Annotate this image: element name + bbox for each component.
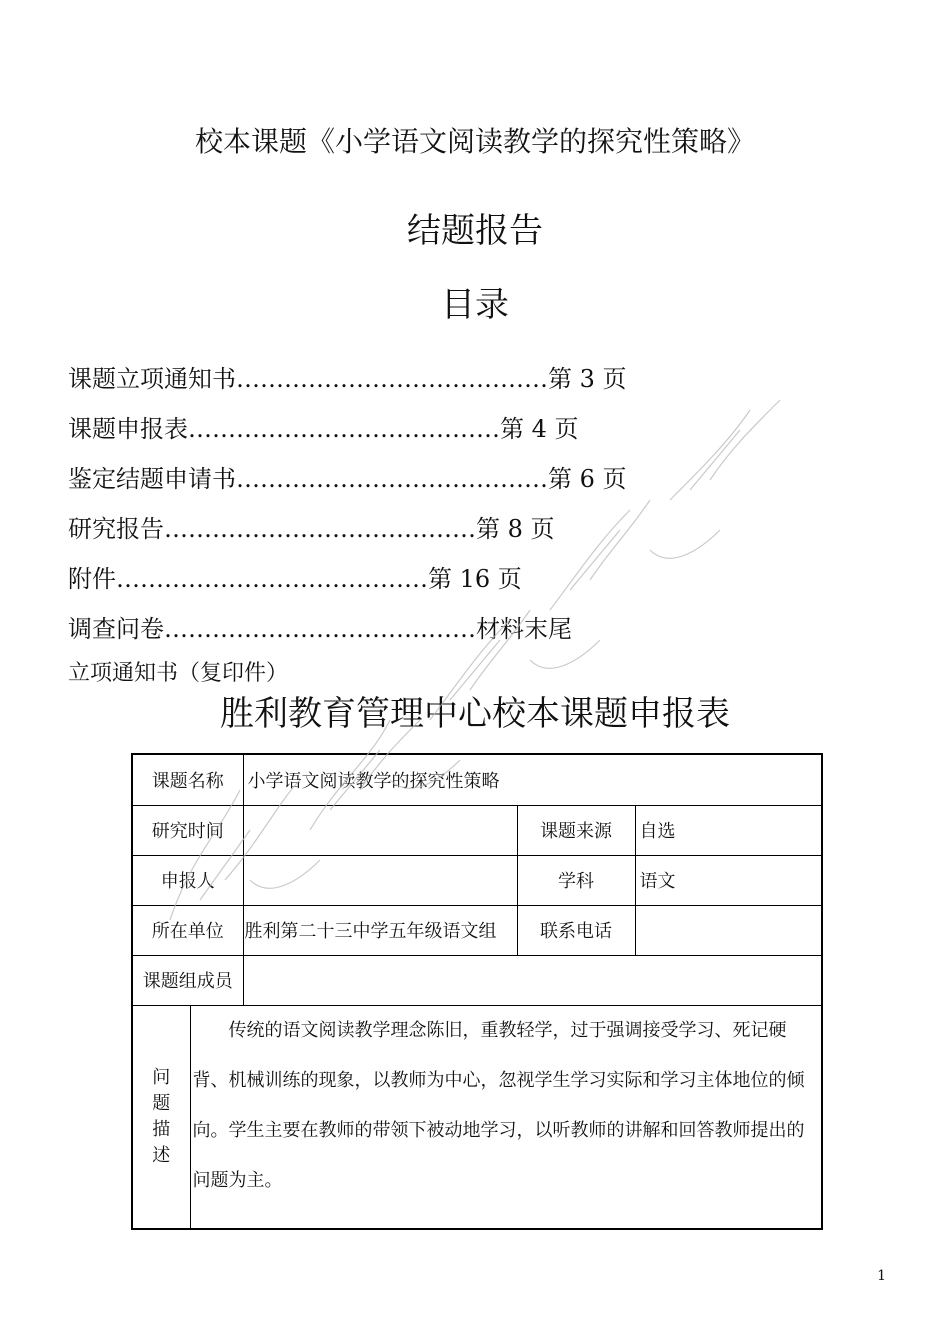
toc-entry[interactable] bbox=[68, 504, 868, 554]
table-row bbox=[132, 855, 822, 905]
form-title: 胜利教育管理中心校本课题申报表 bbox=[220, 694, 730, 734]
source-label: 课题来源 bbox=[517, 805, 635, 855]
subject-label: 学科 bbox=[517, 855, 635, 905]
page-number: 1 bbox=[877, 1268, 886, 1284]
toc-entry-leader: ………………………………… bbox=[236, 465, 548, 493]
toc-entry-leader: ………………………………… bbox=[188, 415, 500, 443]
toc-entry-label: 鉴定结题申请书 bbox=[68, 465, 236, 493]
toc-entry-leader: ………………………………… bbox=[116, 565, 428, 593]
phone-value[interactable] bbox=[635, 905, 822, 955]
toc-entry-page: 第 8 页 bbox=[476, 515, 555, 543]
application-form-table bbox=[131, 753, 823, 1230]
table-row bbox=[132, 905, 822, 955]
applicant-label: 申报人 bbox=[132, 855, 243, 905]
table-row bbox=[132, 754, 822, 805]
members-value[interactable] bbox=[243, 955, 822, 1005]
unit-value[interactable]: 胜利第二十三中学五年级语文组 bbox=[243, 905, 517, 955]
topic-name-label: 课题名称 bbox=[132, 754, 243, 805]
toc-entry-label: 课题立项通知书 bbox=[68, 365, 236, 393]
table-row bbox=[132, 805, 822, 855]
toc-entry[interactable] bbox=[68, 604, 868, 654]
toc-entry-page: 第 6 页 bbox=[548, 465, 627, 493]
toc-entry-leader: ………………………………… bbox=[164, 615, 476, 643]
toc-entry-leader: ………………………………… bbox=[236, 365, 548, 393]
source-value[interactable]: 自选 bbox=[635, 805, 822, 855]
report-title: 结题报告 bbox=[407, 211, 543, 251]
applicant-value[interactable] bbox=[243, 855, 517, 905]
toc-entry[interactable] bbox=[68, 454, 868, 504]
toc-entry[interactable] bbox=[68, 554, 868, 604]
topic-name-value[interactable]: 小学语文阅读教学的探究性策略 bbox=[243, 754, 822, 805]
toc-entry-leader: ………………………………… bbox=[164, 515, 476, 543]
research-time-label: 研究时间 bbox=[132, 805, 243, 855]
problem-label-char: 描 bbox=[152, 1118, 171, 1140]
table-row bbox=[132, 1005, 822, 1229]
toc-entry-label: 附件 bbox=[68, 565, 116, 593]
copy-note: 立项通知书（复印件） bbox=[68, 661, 289, 686]
table-row bbox=[132, 955, 822, 1005]
toc-entry[interactable] bbox=[68, 354, 868, 404]
toc-entry-page: 第 16 页 bbox=[428, 565, 522, 593]
toc-title: 目录 bbox=[441, 285, 509, 325]
toc-entry-label: 研究报告 bbox=[68, 515, 164, 543]
research-time-value[interactable] bbox=[243, 805, 517, 855]
toc-entry-page: 第 3 页 bbox=[548, 365, 627, 393]
problem-description-text[interactable]: 传统的语文阅读教学理念陈旧，重教轻学，过于强调接受学习、死记硬背、机械训练的现象，以教师为中心，忽视学生学习实际和学习主体地位的倾向。学生主要在教师的带领下被动地学习，以听教师的讲解和回答教师提出的问题为主。 bbox=[190, 1005, 822, 1229]
problem-label-char: 述 bbox=[152, 1144, 171, 1166]
problem-label-char: 题 bbox=[152, 1092, 171, 1114]
toc-entry-page: 材料末尾 bbox=[476, 615, 572, 643]
toc-entry-label: 课题申报表 bbox=[68, 415, 188, 443]
members-label: 课题组成员 bbox=[132, 955, 243, 1005]
toc-entry[interactable] bbox=[68, 404, 868, 454]
problem-label-char: 问 bbox=[152, 1066, 171, 1088]
toc-entry-label: 调查问卷 bbox=[68, 615, 164, 643]
problem-description-label bbox=[132, 1005, 190, 1229]
toc-entry-page: 第 4 页 bbox=[500, 415, 579, 443]
table-of-contents bbox=[68, 354, 868, 654]
phone-label: 联系电话 bbox=[517, 905, 635, 955]
topic-title: 校本课题《小学语文阅读教学的探究性策略》 bbox=[194, 125, 755, 158]
unit-label: 所在单位 bbox=[132, 905, 243, 955]
subject-value[interactable]: 语文 bbox=[635, 855, 822, 905]
